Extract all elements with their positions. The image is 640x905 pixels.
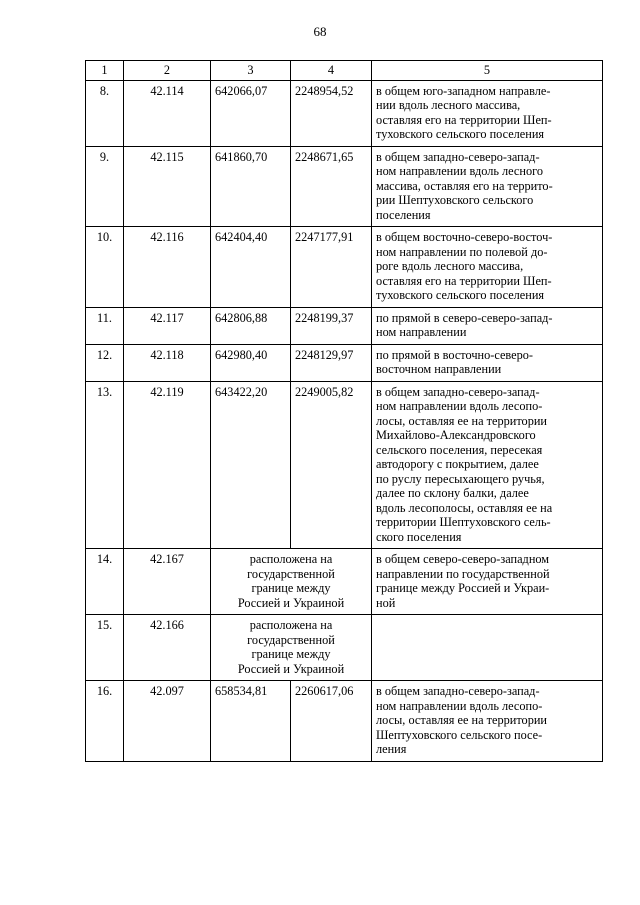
coordinate-x: 658534,81 bbox=[211, 681, 291, 762]
coordinate-y: 2260617,06 bbox=[291, 681, 372, 762]
row-number: 10. bbox=[86, 227, 124, 308]
header-col-1: 1 bbox=[86, 61, 124, 81]
header-col-5: 5 bbox=[372, 61, 603, 81]
boundary-points-table bbox=[85, 60, 603, 762]
coordinates-note: расположена на государственной границе между Россией и Украиной bbox=[211, 615, 372, 681]
boundary-description: в общем западно-северо-запад- ном направлении вдоль лесопо- лосы, оставляя ее на территории Михайлово-Александровского сельского поселения, пересекая автодорогу с покрытием, далее по руслу пересыхающего ручья, далее по склону балки, далее вдоль лесополосы, оставляя ее на территории Шептуховского сель- ского поселения bbox=[372, 381, 603, 549]
point-id: 42.114 bbox=[124, 80, 211, 146]
coordinate-y: 2247177,91 bbox=[291, 227, 372, 308]
boundary-description bbox=[372, 615, 603, 681]
coordinates-note: расположена на государственной границе между Россией и Украиной bbox=[211, 549, 372, 615]
coordinate-x: 642066,07 bbox=[211, 80, 291, 146]
point-id: 42.167 bbox=[124, 549, 211, 615]
table-row bbox=[86, 227, 603, 308]
boundary-description: по прямой в восточно-северо- восточном направлении bbox=[372, 344, 603, 381]
point-id: 42.117 bbox=[124, 307, 211, 344]
table-body bbox=[86, 61, 603, 762]
boundary-description: в общем западно-северо-запад- ном направлении вдоль лесного массива, оставляя его на террито- рии Шептуховского сельского поселения bbox=[372, 146, 603, 227]
table-row bbox=[86, 681, 603, 762]
row-number: 14. bbox=[86, 549, 124, 615]
point-id: 42.115 bbox=[124, 146, 211, 227]
table-row bbox=[86, 80, 603, 146]
coordinate-x: 642404,40 bbox=[211, 227, 291, 308]
point-id: 42.118 bbox=[124, 344, 211, 381]
coordinate-x: 643422,20 bbox=[211, 381, 291, 549]
table-row bbox=[86, 146, 603, 227]
boundary-description: в общем восточно-северо-восточ- ном направлении по полевой до- роге вдоль лесного массива, оставляя его на территории Шеп- туховского сельского поселения bbox=[372, 227, 603, 308]
point-id: 42.097 bbox=[124, 681, 211, 762]
coordinate-x: 642806,88 bbox=[211, 307, 291, 344]
point-id: 42.116 bbox=[124, 227, 211, 308]
table-row bbox=[86, 344, 603, 381]
boundary-description: по прямой в северо-северо-запад- ном направлении bbox=[372, 307, 603, 344]
boundary-description: в общем западно-северо-запад- ном направлении вдоль лесопо- лосы, оставляя ее на территории Шептуховского сельского посе- ления bbox=[372, 681, 603, 762]
table-row bbox=[86, 549, 603, 615]
coordinate-x: 641860,70 bbox=[211, 146, 291, 227]
point-id: 42.166 bbox=[124, 615, 211, 681]
coordinate-y: 2248671,65 bbox=[291, 146, 372, 227]
table-row bbox=[86, 307, 603, 344]
row-number: 16. bbox=[86, 681, 124, 762]
header-col-4: 4 bbox=[291, 61, 372, 81]
header-col-3: 3 bbox=[211, 61, 291, 81]
coordinate-y: 2248199,37 bbox=[291, 307, 372, 344]
row-number: 9. bbox=[86, 146, 124, 227]
coordinate-y: 2248129,97 bbox=[291, 344, 372, 381]
coordinate-x: 642980,40 bbox=[211, 344, 291, 381]
table-header-row bbox=[86, 61, 603, 81]
row-number: 8. bbox=[86, 80, 124, 146]
row-number: 11. bbox=[86, 307, 124, 344]
header-col-2: 2 bbox=[124, 61, 211, 81]
row-number: 13. bbox=[86, 381, 124, 549]
page-number: 68 bbox=[313, 24, 327, 39]
row-number: 15. bbox=[86, 615, 124, 681]
point-id: 42.119 bbox=[124, 381, 211, 549]
table-row bbox=[86, 381, 603, 549]
table-row bbox=[86, 615, 603, 681]
coordinate-y: 2248954,52 bbox=[291, 80, 372, 146]
boundary-description: в общем юго-западном направле- нии вдоль лесного массива, оставляя его на территории Шеп- туховского сельского поселения bbox=[372, 80, 603, 146]
boundary-description: в общем северо-северо-западном направлении по государственной границе между Россией и Украи- ной bbox=[372, 549, 603, 615]
row-number: 12. bbox=[86, 344, 124, 381]
coordinate-y: 2249005,82 bbox=[291, 381, 372, 549]
